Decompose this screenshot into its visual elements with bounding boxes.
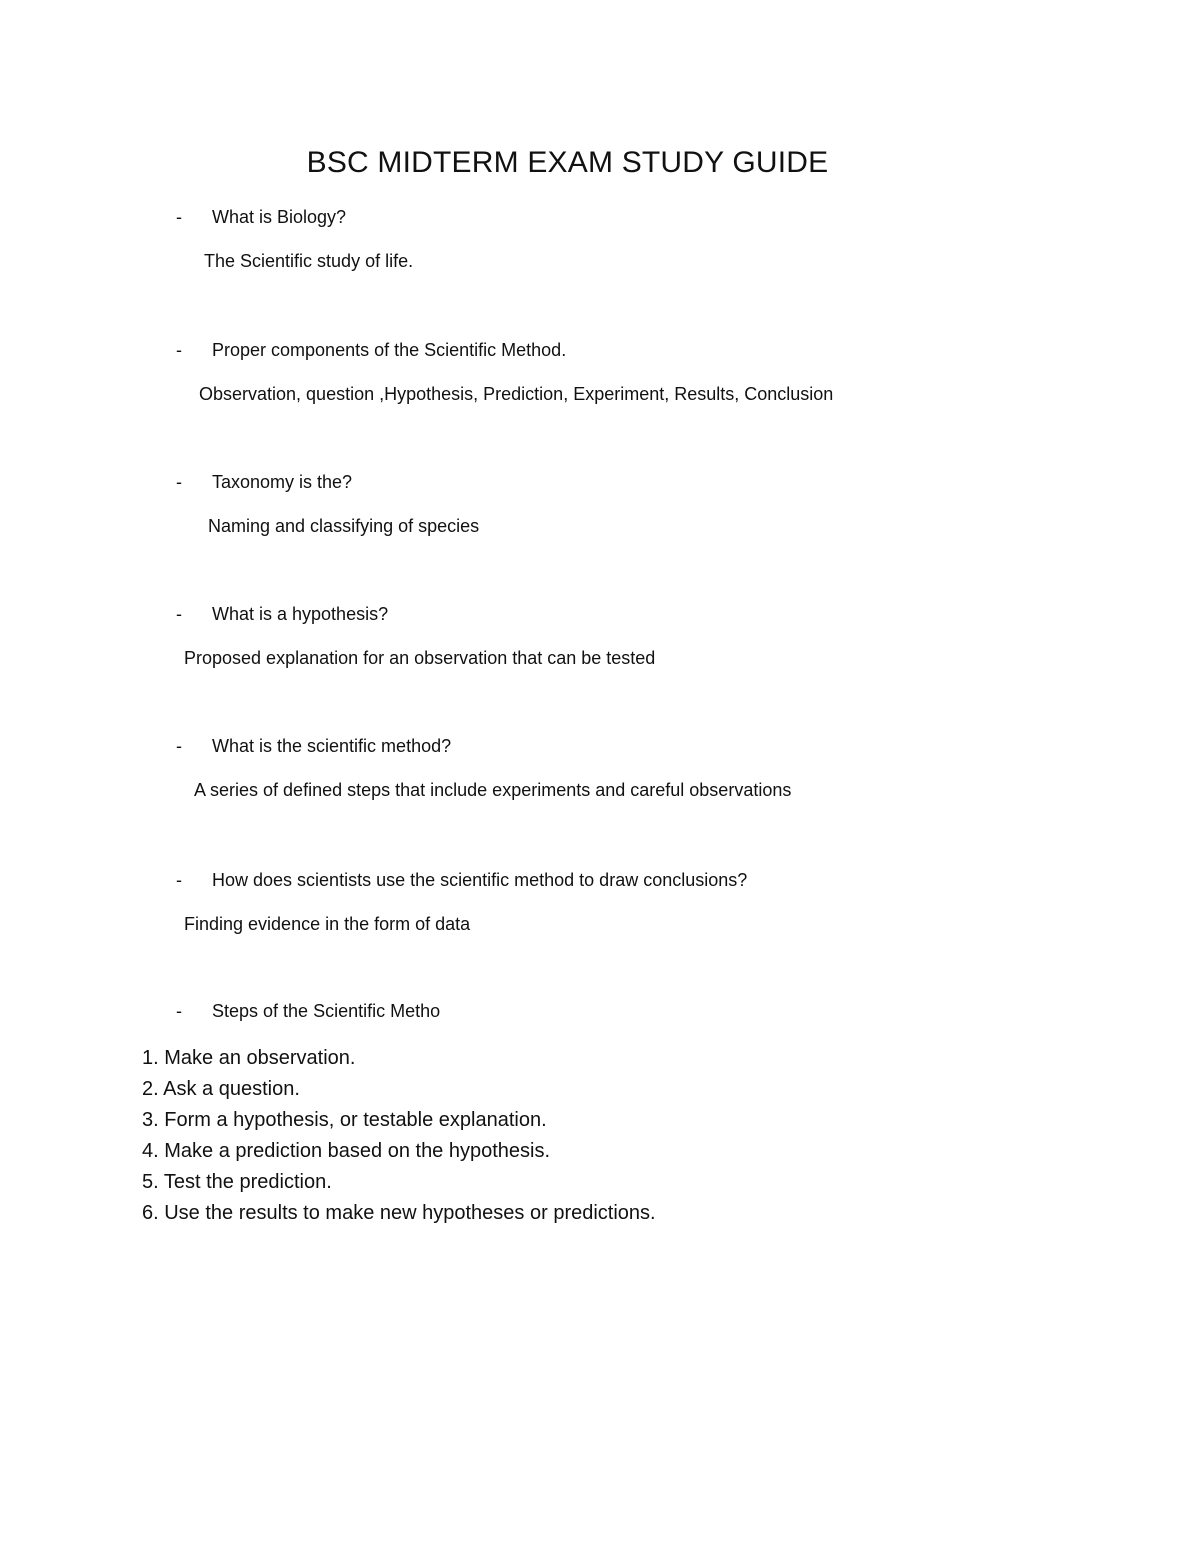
bullet-dash: - — [176, 870, 182, 890]
question-text: Steps of the Scientific Metho — [212, 1001, 441, 1021]
answer-text: Naming and classifying of species — [208, 516, 480, 536]
question-text: What is Biology? — [212, 207, 347, 227]
page-title: BSC MIDTERM EXAM STUDY GUIDE — [306, 146, 829, 179]
question-text: What is the scientific method? — [212, 736, 452, 756]
question-text: Proper components of the Scientific Method. — [212, 340, 567, 360]
bullet-dash: - — [176, 340, 182, 360]
question-line — [176, 338, 566, 362]
question-line — [176, 999, 440, 1023]
answer-text: Observation, question ,Hypothesis, Prediction, Experiment, Results, Conclusion — [199, 384, 834, 404]
question-text: Taxonomy is the? — [212, 472, 353, 492]
question-text: How does scientists use the scientific method to draw conclusions? — [212, 870, 748, 890]
steps-list — [142, 1043, 656, 1229]
answer-text: A series of defined steps that include experiments and careful observations — [194, 780, 792, 800]
step-item: 5. Test the prediction. — [142, 1171, 332, 1193]
step-item: 1. Make an observation. — [142, 1047, 356, 1069]
step-item: 6. Use the results to make new hypotheses or predictions. — [142, 1202, 656, 1224]
answer-text: Finding evidence in the form of data — [184, 914, 471, 934]
bullet-dash: - — [176, 472, 182, 492]
step-item: 4. Make a prediction based on the hypothesis. — [142, 1140, 551, 1162]
bullet-dash: - — [176, 604, 182, 624]
bullet-dash: - — [176, 207, 182, 227]
bullet-dash: - — [176, 1001, 182, 1021]
question-line — [176, 602, 388, 626]
answer-text: Proposed explanation for an observation that can be tested — [184, 648, 656, 668]
question-line — [176, 734, 451, 758]
bullet-dash: - — [176, 736, 182, 756]
question-line — [176, 470, 352, 494]
answer-text: The Scientific study of life. — [204, 251, 414, 271]
step-item: 3. Form a hypothesis, or testable explanation. — [142, 1109, 547, 1131]
question-line — [176, 868, 747, 892]
question-text: What is a hypothesis? — [212, 604, 389, 624]
question-line — [176, 205, 346, 229]
step-item: 2. Ask a question. — [142, 1078, 300, 1100]
